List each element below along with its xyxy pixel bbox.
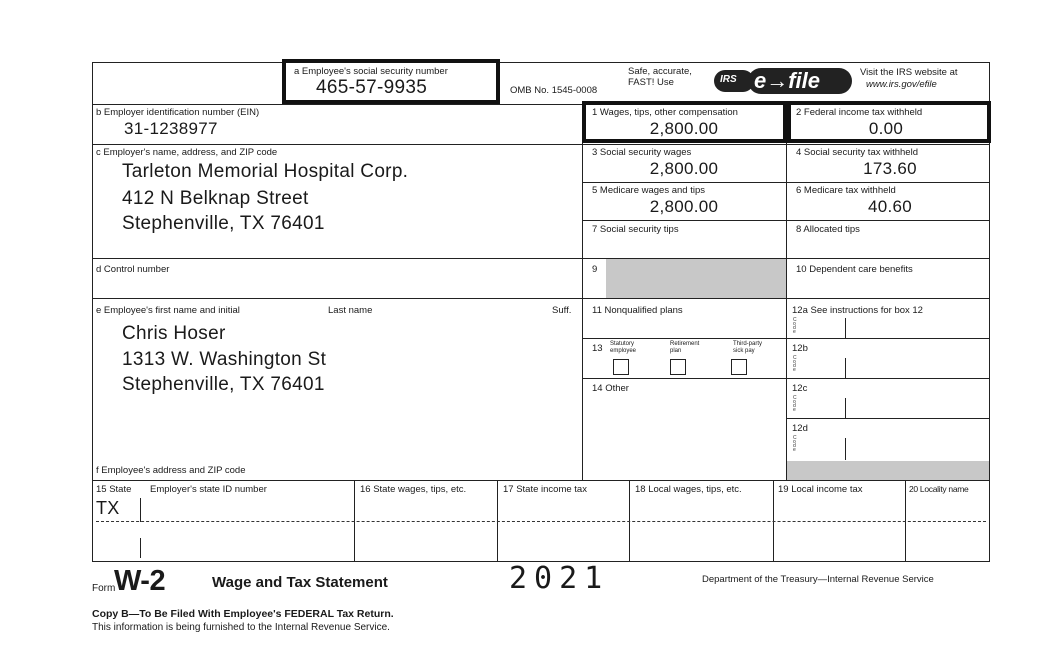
box12d-code-letters: C o d e xyxy=(793,435,797,453)
box7-label: 7 Social security tips xyxy=(592,224,679,235)
box-e-label: e Employee's first name and initial xyxy=(96,305,240,316)
box6-value: 40.60 xyxy=(867,197,913,216)
third-party-sick-pay-label: Third-party sick pay xyxy=(733,341,763,354)
employee-city-state-zip: Stephenville, TX 76401 xyxy=(122,374,325,395)
box2-value: 0.00 xyxy=(868,119,904,138)
ssn-value: 465-57-9935 xyxy=(316,77,428,98)
box-f-label: f Employee's address and ZIP code xyxy=(96,465,246,476)
box5-label: 5 Medicare wages and tips xyxy=(592,185,706,196)
box1-label: 1 Wages, tips, other compensation xyxy=(592,107,738,118)
box20-label: 20 Locality name xyxy=(909,484,969,494)
omb-number: OMB No. 1545-0008 xyxy=(510,85,598,96)
box12c-code-divider xyxy=(845,398,846,418)
box6-label: 6 Medicare tax withheld xyxy=(796,185,896,196)
box8-label: 8 Allocated tips xyxy=(796,224,860,235)
retirement-plan-label: Retirement plan xyxy=(670,341,700,354)
employer-name: Tarleton Memorial Hospital Corp. xyxy=(122,161,409,182)
last-name-label: Last name xyxy=(328,305,373,316)
info-line: This information is being furnished to the Internal Revenue Service. xyxy=(92,622,390,633)
box2-highlight-box xyxy=(787,101,991,143)
box12b-label: 12b xyxy=(792,343,808,354)
box3-value: 2,800.00 xyxy=(649,159,719,178)
efile-tagline: Safe, accurate, FAST! Use xyxy=(628,66,692,88)
form-left-border xyxy=(92,62,93,562)
box18-label: 18 Local wages, tips, etc. xyxy=(635,484,742,495)
column-divider xyxy=(582,104,583,481)
form-code: W-2 xyxy=(114,565,166,597)
efile-url: www.irs.gov/efile xyxy=(866,79,937,90)
box9-label: 9 xyxy=(592,264,598,275)
box5-value: 2,800.00 xyxy=(649,197,719,216)
box15-state-value: TX xyxy=(96,498,120,518)
box3-label: 3 Social security wages xyxy=(592,147,692,158)
employer-street: 412 N Belknap Street xyxy=(122,188,309,209)
box9-shade xyxy=(606,259,786,298)
box15-state-label: 15 State xyxy=(96,484,132,495)
box2-label: 2 Federal income tax withheld xyxy=(796,107,923,118)
box12a-label: 12a See instructions for box 12 xyxy=(792,305,923,316)
row-divider xyxy=(786,418,990,419)
column-divider xyxy=(786,104,787,481)
employee-name: Chris Hoser xyxy=(122,323,226,344)
box12a-code-divider xyxy=(845,318,846,338)
tax-year: 2021 xyxy=(509,561,610,596)
box-b-label: b Employer identification number (EIN) xyxy=(96,107,260,118)
box10-label: 10 Dependent care benefits xyxy=(796,264,913,275)
ein-value: 31-1238977 xyxy=(124,119,218,138)
box-a-label: a Employee's social security number xyxy=(294,66,448,77)
form-top-border xyxy=(92,62,990,63)
state-id-divider xyxy=(140,498,141,522)
box1-highlight-box xyxy=(582,101,787,143)
ssn-highlight-box xyxy=(282,59,500,104)
form-title: Wage and Tax Statement xyxy=(212,574,388,591)
box12b-code-letters: C o d e xyxy=(793,355,797,373)
employer-city-state-zip: Stephenville, TX 76401 xyxy=(122,213,325,234)
box19-label: 19 Local income tax xyxy=(778,484,863,495)
copy-b-line: Copy B—To Be Filed With Employee's FEDERAL Tax Return. xyxy=(92,608,394,620)
suffix-label: Suff. xyxy=(552,305,572,316)
efile-logo xyxy=(714,68,852,94)
box11-label: 11 Nonqualified plans xyxy=(592,305,683,316)
row-divider xyxy=(92,258,990,259)
box12d-code-divider xyxy=(845,438,846,460)
box4-label: 4 Social security tax withheld xyxy=(796,147,918,158)
form-word: Form xyxy=(92,583,116,594)
box15-id-label: Employer's state ID number xyxy=(150,484,267,495)
retirement-plan-checkbox[interactable] xyxy=(670,359,686,375)
box17-label: 17 State income tax xyxy=(503,484,587,495)
box14-label: 14 Other xyxy=(592,383,629,394)
efile-logo-text: e→file xyxy=(754,68,821,93)
box16-label: 16 State wages, tips, etc. xyxy=(360,484,467,495)
box12-shade xyxy=(787,461,989,480)
statutory-employee-label: Statutory employee xyxy=(610,341,637,354)
box1-value: 2,800.00 xyxy=(649,119,719,138)
box-d-label: d Control number xyxy=(96,264,170,275)
state-id-divider xyxy=(140,538,141,558)
third-party-sick-pay-checkbox[interactable] xyxy=(731,359,747,375)
efile-visit-text: Visit the IRS website at xyxy=(860,67,958,78)
box12c-label: 12c xyxy=(792,383,808,394)
box12d-label: 12d xyxy=(792,423,808,434)
row-divider xyxy=(92,480,990,481)
box12b-code-divider xyxy=(845,358,846,378)
box12c-code-letters: C o d e xyxy=(793,395,797,413)
statutory-employee-checkbox[interactable] xyxy=(613,359,629,375)
irs-department: Department of the Treasury—Internal Revenue Service xyxy=(702,574,934,585)
employee-street: 1313 W. Washington St xyxy=(122,349,327,370)
irs-logo-text: IRS xyxy=(720,74,737,85)
box4-value: 173.60 xyxy=(863,159,917,178)
row-divider xyxy=(92,144,990,145)
box-c-label: c Employer's name, address, and ZIP code xyxy=(96,147,278,158)
dashed-separator xyxy=(96,521,986,522)
row-divider xyxy=(92,298,990,299)
box13-label: 13 xyxy=(592,343,603,354)
box12a-code-letters: C o d e xyxy=(793,317,797,335)
